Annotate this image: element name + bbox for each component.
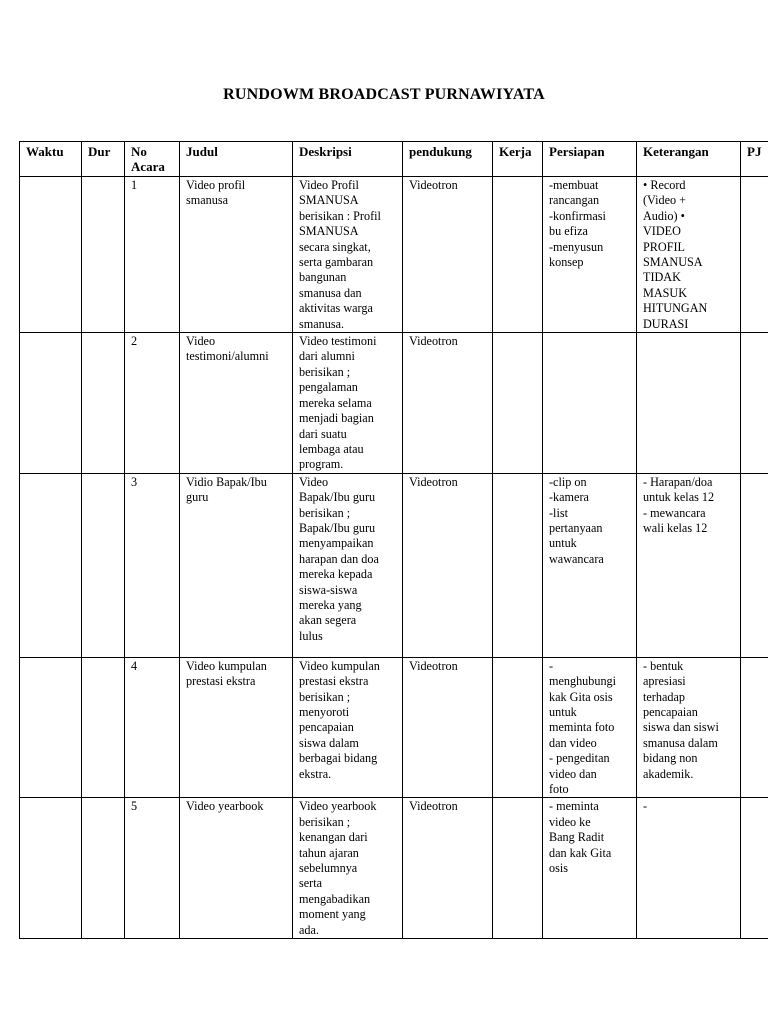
table-row	[20, 177, 768, 333]
column-header-waktu: Waktu	[20, 142, 82, 177]
cell-pj	[741, 657, 768, 798]
cell-dur	[82, 177, 125, 333]
cell-judul: Video kumpulan prestasi ekstra	[180, 657, 293, 798]
cell-judul: Video testimoni/alumni	[180, 333, 293, 474]
cell-pj	[741, 333, 768, 474]
column-header-dur: Dur	[82, 142, 125, 177]
cell-keterangan	[637, 333, 741, 474]
cell-keterangan: - bentuk apresiasi terhadap pencapaian siswa dan siswi smanusa dalam bidang non akademik.	[637, 657, 741, 798]
cell-pj	[741, 177, 768, 333]
cell-pendukung: Videotron	[403, 473, 493, 657]
cell-judul: Video profil smanusa	[180, 177, 293, 333]
cell-kerja	[493, 657, 543, 798]
cell-persiapan: -clip on -kamera -list pertanyaan untuk wawancara	[543, 473, 637, 657]
cell-pj	[741, 473, 768, 657]
page-title: RUNDOWM BROADCAST PURNAWIYATA	[223, 86, 545, 103]
cell-waktu	[20, 798, 82, 939]
cell-pendukung: Videotron	[403, 798, 493, 939]
cell-deskripsi: Video Profil SMANUSA berisikan : Profil SMANUSA secara singkat, serta gambaran bangunan smanusa dan aktivitas warga smanusa.	[293, 177, 403, 333]
cell-persiapan: -membuat rancangan -konfirmasi bu efiza -menyusun konsep	[543, 177, 637, 333]
table-row	[20, 798, 768, 939]
column-header-pj: PJ	[741, 142, 768, 177]
cell-no: 3	[125, 473, 180, 657]
column-header-keterangan: Keterangan	[637, 142, 741, 177]
cell-judul: Video yearbook	[180, 798, 293, 939]
cell-dur	[82, 657, 125, 798]
cell-keterangan: - Harapan/doa untuk kelas 12 - mewancara wali kelas 12	[637, 473, 741, 657]
cell-kerja	[493, 798, 543, 939]
table-row	[20, 657, 768, 798]
cell-no: 1	[125, 177, 180, 333]
cell-waktu	[20, 333, 82, 474]
cell-persiapan	[543, 333, 637, 474]
cell-pendukung: Videotron	[403, 657, 493, 798]
cell-persiapan: - meminta video ke Bang Radit dan kak Gita osis	[543, 798, 637, 939]
cell-dur	[82, 798, 125, 939]
cell-pendukung: Videotron	[403, 177, 493, 333]
cell-kerja	[493, 177, 543, 333]
cell-kerja	[493, 333, 543, 474]
cell-keterangan: • Record (Video + Audio) • VIDEO PROFIL SMANUSA TIDAK MASUK HITUNGAN DURASI	[637, 177, 741, 333]
column-header-kerja: Kerja	[493, 142, 543, 177]
cell-dur	[82, 473, 125, 657]
cell-waktu	[20, 473, 82, 657]
cell-persiapan: - menghubungi kak Gita osis untuk meminta foto dan video - pengeditan video dan foto	[543, 657, 637, 798]
cell-keterangan: -	[637, 798, 741, 939]
cell-no: 4	[125, 657, 180, 798]
cell-waktu	[20, 177, 82, 333]
table-row	[20, 473, 768, 657]
cell-deskripsi: Video Bapak/Ibu guru berisikan ; Bapak/Ibu guru menyampaikan harapan dan doa mereka kepada siswa-siswa mereka yang akan segera lulus	[293, 473, 403, 657]
cell-kerja	[493, 473, 543, 657]
cell-deskripsi: Video kumpulan prestasi ekstra berisikan ; menyoroti pencapaian siswa dalam berbagai bidang ekstra.	[293, 657, 403, 798]
column-header-no-acara: No Acara	[125, 142, 180, 177]
column-header-pendukung: pendukung	[403, 142, 493, 177]
cell-deskripsi: Video yearbook berisikan ; kenangan dari tahun ajaran sebelumnya serta mengabadikan moment yang ada.	[293, 798, 403, 939]
cell-no: 2	[125, 333, 180, 474]
column-header-judul: Judul	[180, 142, 293, 177]
cell-no: 5	[125, 798, 180, 939]
cell-dur	[82, 333, 125, 474]
column-header-deskripsi: Deskripsi	[293, 142, 403, 177]
header-row	[20, 142, 768, 177]
column-header-persiapan: Persiapan	[543, 142, 637, 177]
cell-pendukung: Videotron	[403, 333, 493, 474]
cell-deskripsi: Video testimoni dari alumni berisikan ; pengalaman mereka selama menjadi bagian dari suatu lembaga atau program.	[293, 333, 403, 474]
cell-judul: Vidio Bapak/Ibu guru	[180, 473, 293, 657]
cell-pj	[741, 798, 768, 939]
rundown-table	[19, 141, 768, 939]
table-row	[20, 333, 768, 474]
cell-waktu	[20, 657, 82, 798]
